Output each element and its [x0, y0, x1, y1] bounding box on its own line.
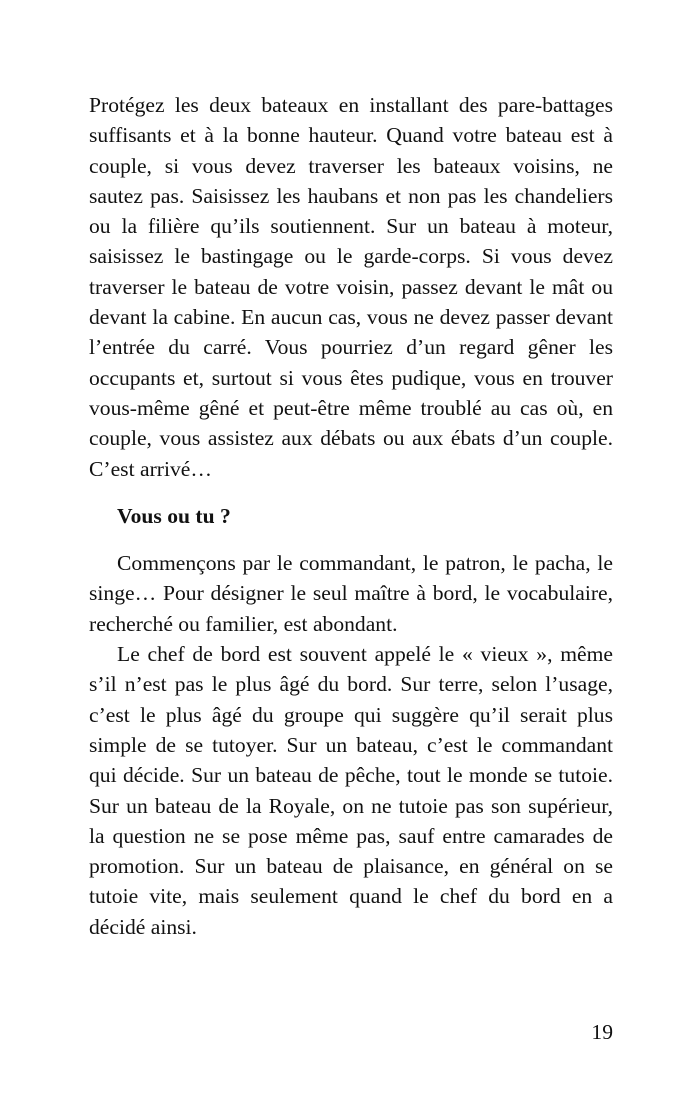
paragraph-1: Protégez les deux bateaux en installant des pare-battages suffisants et à la bonne hauteur. Quand votre bateau est à couple, si vous devez traverser les bateaux voisins, ne sautez pas. Saisissez les haubans et non pas les chandeliers ou la filière qu’ils soutiennent. Sur un bateau à moteur, saisissez le bastingage ou le garde-corps. Si vous devez traverser le bateau de votre voisin, passez devant le mât ou devant la cabine. En aucun cas, vous ne devez passer devant l’entrée du carré. Vous pourriez d’un regard gêner les occupants et, surtout si vous êtes pudique, vous en trouver vous-même gêné et peut-être même troublé au cas où, en couple, vous assistez aux débats ou aux ébats d’un couple. C’est arrivé…	[89, 93, 613, 481]
paragraph-3: Le chef de bord est souvent appelé le « vieux », même s’il n’est pas le plus âgé du bord. Sur terre, selon l’usage, c’est le plus âgé du groupe qui suggère qu’il serait plus simple de se tutoyer. Sur un bateau, c’est le commandant qui décide. Sur un bateau de pêche, tout le monde se tutoie. Sur un bateau de la Royale, on ne tutoie pas son supérieur, la question ne se pose même pas, sauf entre camarades de promotion. Sur un bateau de plaisance, en général on se tutoie vite, mais seulement quand le chef du bord en a décidé ainsi.	[89, 642, 613, 939]
page-body	[89, 90, 613, 942]
paragraph-2: Commençons par le commandant, le patron, le pacha, le singe… Pour désigner le seul maître à bord, le vocabulaire, recherché ou familier, est abondant.	[89, 551, 613, 636]
page-number: 19	[591, 1020, 613, 1044]
section-heading: Vous ou tu ?	[117, 503, 231, 528]
